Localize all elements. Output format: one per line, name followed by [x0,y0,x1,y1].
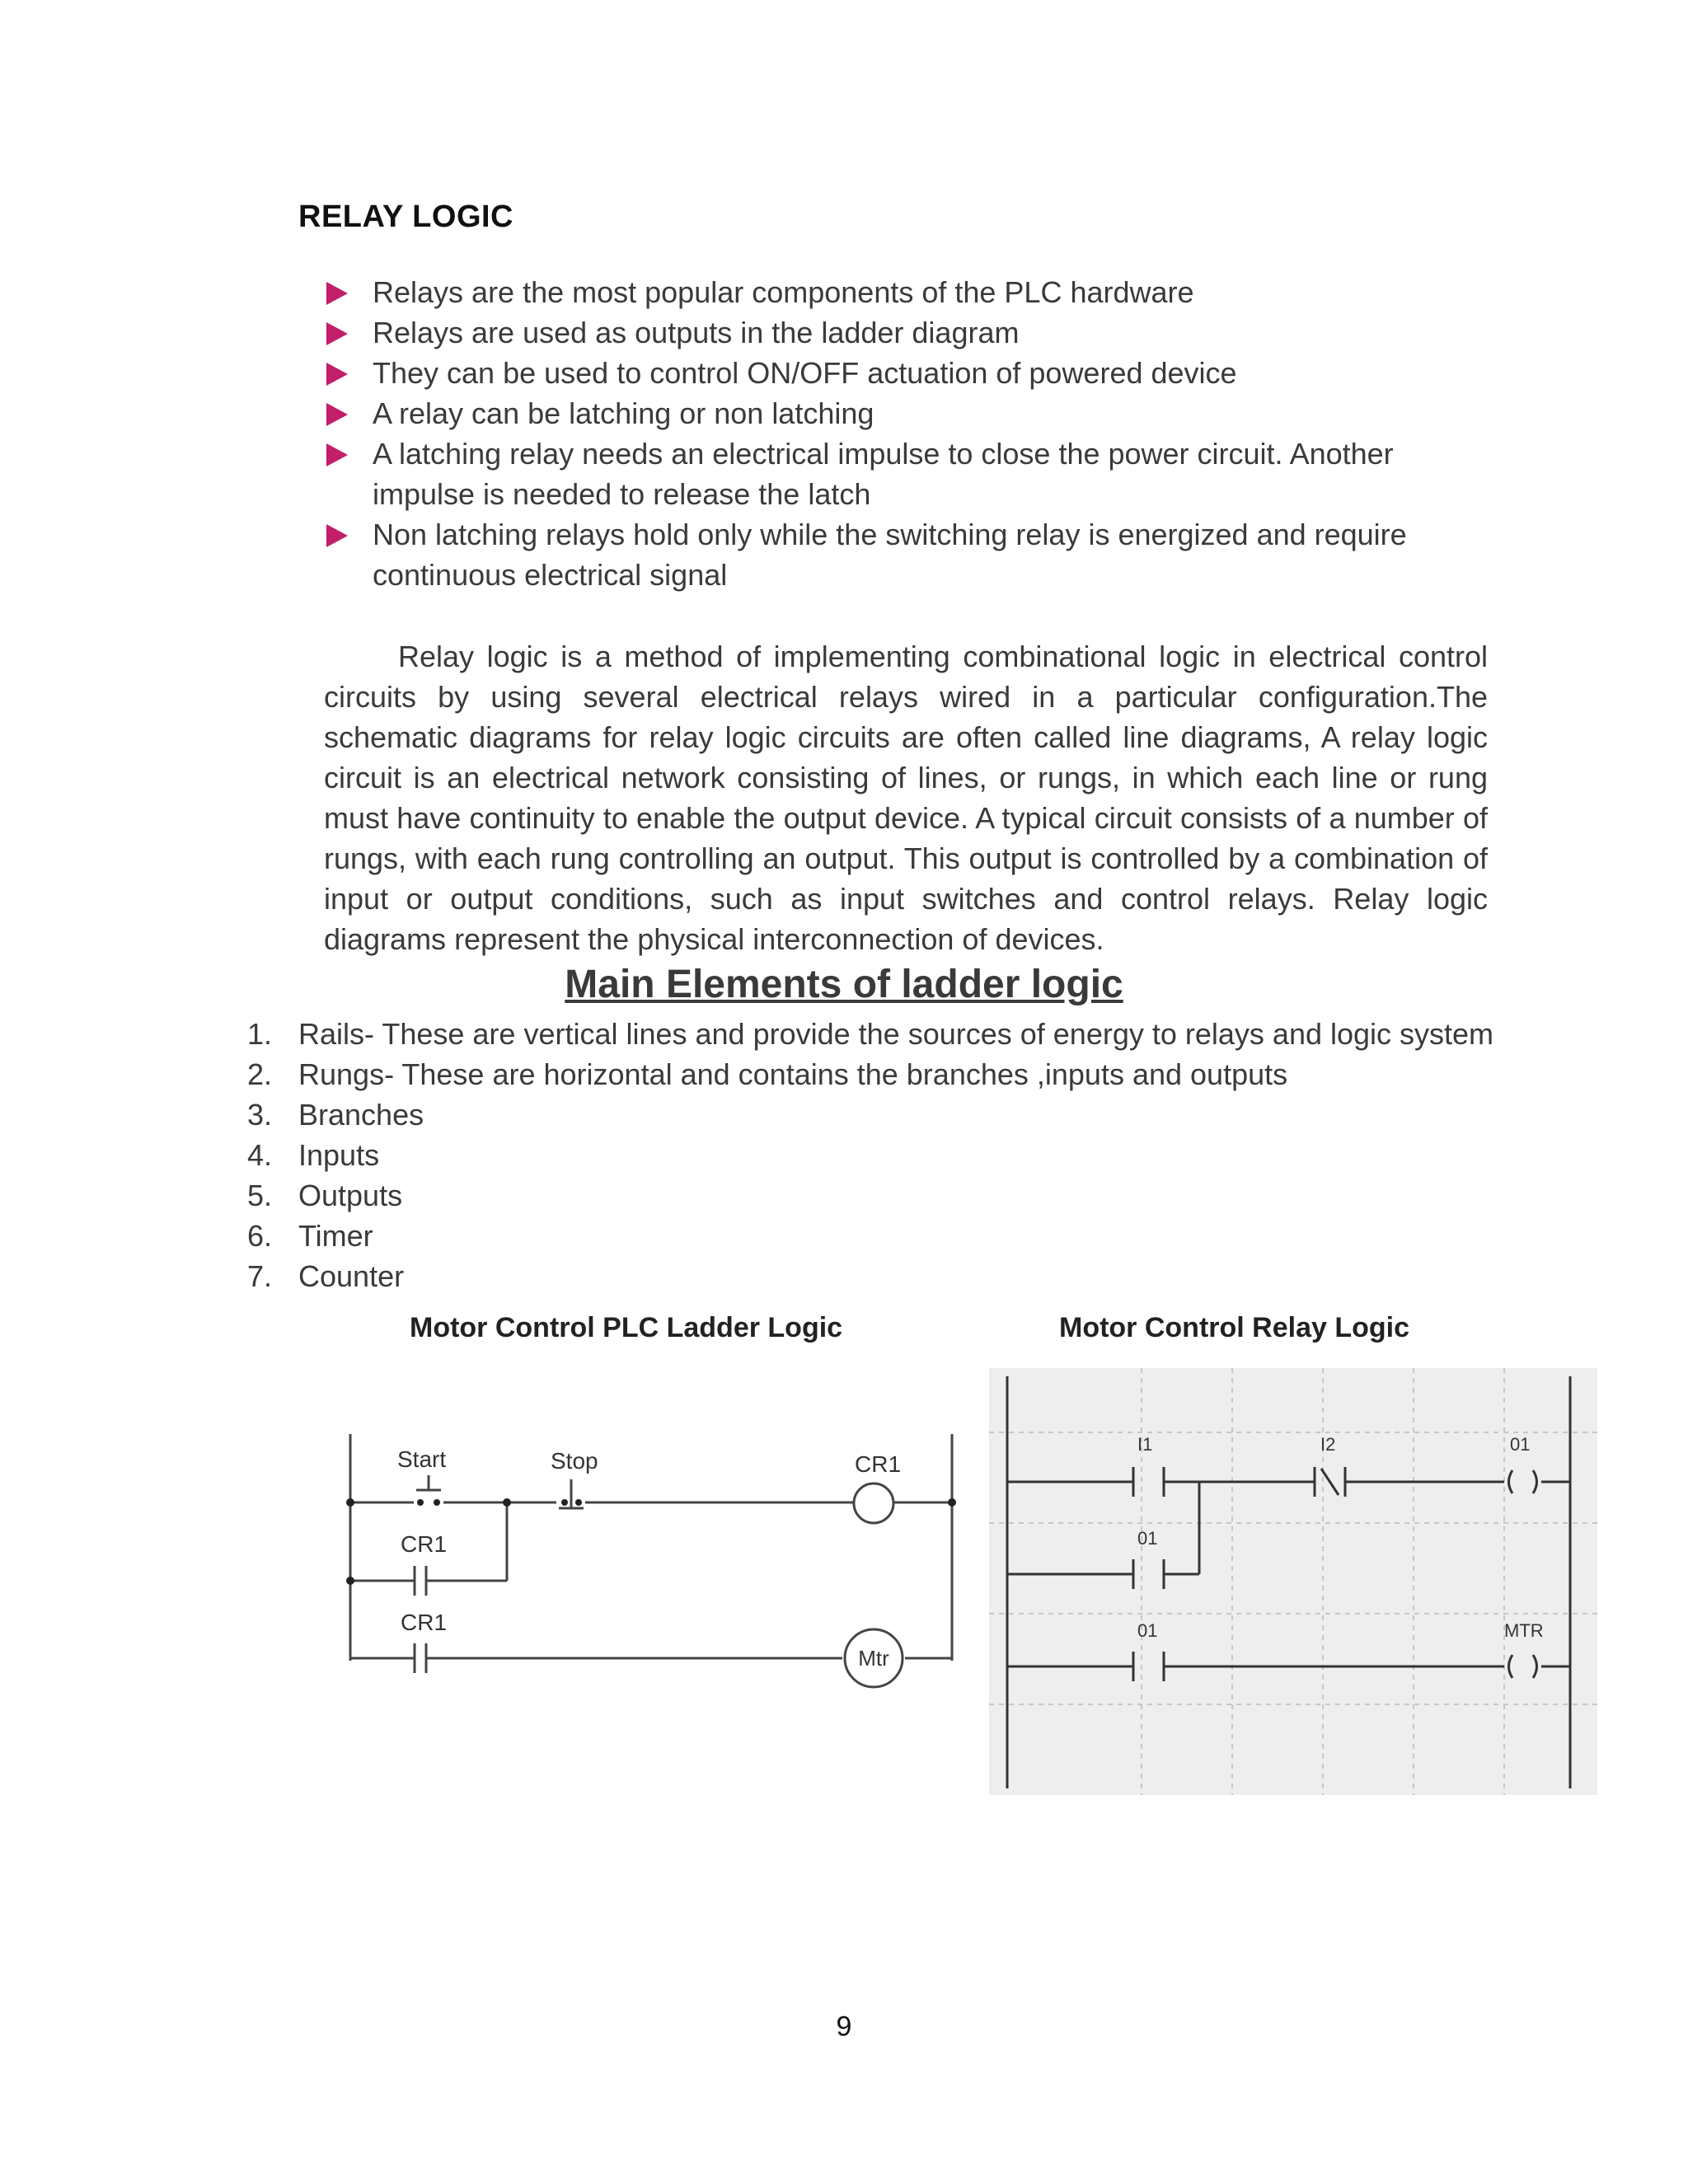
elements-list [247,1014,1500,1296]
page-number: 9 [836,2011,852,2042]
bullet-text: Non latching relays hold only while the switching relay is energized and require continuous electrical signal [373,518,1407,592]
plc-ladder-figure-title: Motor Control PLC Ladder Logic [410,1312,843,1343]
relay-logic-paragraph: Relay logic is a method of implementing combinational logic in electrical control circuits by using several electrical relays wired in a particular configuration.The schematic diagrams for relay logic circuits are often called line diagrams, A relay logic circuit is an electrical network consisting of lines, or rungs, in which each line or rung must have continuity to enable the output device. A typical circuit consists of a number of rungs, with each rung controlling an output. This output is controlled by a combination of input or output conditions, such as input switches and control relays. Relay logic diagrams represent the physical interconnection of devices. [324,640,1488,956]
bullet-item [321,434,1492,514]
stop-label: Stop [551,1448,598,1474]
list-item [247,1094,1500,1135]
plc-ladder-diagram [338,1401,964,1714]
list-item [247,1014,1500,1054]
i1-label: I1 [1137,1434,1153,1455]
list-text: Timer [298,1219,373,1253]
list-number: 2. [247,1057,273,1091]
list-text: Rails- These are vertical lines and provide the sources of energy to relays and logic system [298,1017,1494,1051]
triangle-bullet-icon [326,403,348,426]
bullet-text: Relays are used as outputs in the ladder diagram [373,316,1020,349]
cr1-contact-icon [415,1566,426,1596]
o1-contact-label: 01 [1137,1528,1158,1549]
list-item [247,1216,1500,1256]
list-item [247,1175,1500,1216]
list-text: Counter [298,1259,405,1293]
list-number: 5. [247,1179,273,1212]
list-item [247,1135,1500,1175]
list-number: 3. [247,1098,273,1132]
cr1-contact-label: CR1 [401,1531,448,1557]
bullet-text: They can be used to control ON/OFF actuation of powered device [373,356,1237,390]
mtr-label: MTR [1504,1620,1544,1641]
o1-coil-label: 01 [1510,1434,1531,1455]
triangle-bullet-icon [326,322,348,345]
bullet-text: A latching relay needs an electrical impulse to close the power circuit. Another impulse is needed to release the latch [373,437,1394,511]
list-number: 7. [247,1259,273,1293]
o1-contact-label: 01 [1137,1620,1158,1641]
cr1-contact-label: CR1 [401,1610,448,1635]
bullet-text: A relay can be latching or non latching [373,396,874,430]
list-text: Outputs [298,1179,403,1212]
cr1-contact-icon [415,1643,426,1673]
triangle-bullet-icon [326,282,348,305]
list-number: 6. [247,1219,273,1253]
list-text: Branches [298,1098,424,1132]
list-item [247,1256,1500,1296]
i2-label: I2 [1320,1434,1336,1455]
list-number: 1. [247,1017,273,1051]
bullet-list [321,272,1492,595]
list-number: 4. [247,1138,273,1172]
bullet-item [321,393,1492,434]
subheading: Main Elements of ladder logic [565,963,1123,1006]
relay-logic-figure-title: Motor Control Relay Logic [1059,1312,1409,1343]
list-text: Inputs [298,1138,380,1172]
start-label: Start [397,1446,447,1472]
motor-label: Mtr [858,1646,889,1671]
triangle-bullet-icon [326,524,348,547]
bullet-text: Relays are the most popular components of the PLC hardware [373,275,1194,309]
bullet-item [321,312,1492,353]
list-item [247,1054,1500,1094]
start-pushbutton-icon [416,1475,441,1490]
list-text: Rungs- These are horizontal and contains the branches ,inputs and outputs [298,1057,1288,1091]
cr1-coil-icon [854,1483,893,1523]
relay-logic-diagram [989,1368,1597,1795]
cr1-coil-label: CR1 [855,1451,902,1477]
bullet-item [321,514,1492,595]
section-heading: RELAY LOGIC [298,199,513,234]
triangle-bullet-icon [326,363,348,386]
bullet-item [321,353,1492,393]
triangle-bullet-icon [326,443,348,466]
bullet-item [321,272,1492,312]
